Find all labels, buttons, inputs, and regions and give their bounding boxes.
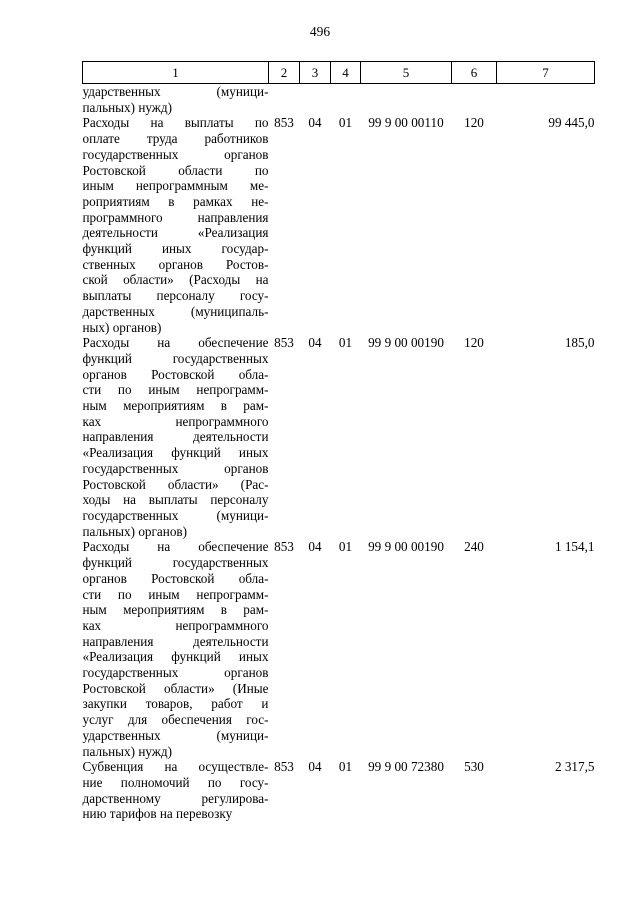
table-body xyxy=(83,115,595,822)
description-line: ударственных (муници- xyxy=(82,84,269,99)
cell-section: 04 xyxy=(308,539,322,555)
cell-grbs: 853 xyxy=(274,115,294,131)
description-line: Расходы на выплаты по xyxy=(82,115,269,131)
cell-section: 04 xyxy=(308,115,322,131)
cell-subsection: 01 xyxy=(338,539,353,555)
description-line: закупки товаров, работ и xyxy=(82,696,269,712)
description-line: сти по иным непрограмм- xyxy=(82,382,269,398)
description-line: Субвенция на осуществле- xyxy=(82,759,269,775)
cell-expense-type: 530 xyxy=(464,759,484,775)
table-row xyxy=(83,759,595,822)
description-line: выплаты персоналу госу- xyxy=(82,288,269,304)
table-header-row xyxy=(83,62,595,84)
cell-target-article: 99 9 00 00190 xyxy=(368,335,444,351)
description-line: «Реализация функций иных xyxy=(82,649,269,665)
description-line: государственных органов xyxy=(82,146,269,162)
description-line: сти по иным непрограмм- xyxy=(82,586,269,602)
description-line: оплате труда работников xyxy=(82,131,269,147)
description-line: ках непрограммного xyxy=(82,413,269,429)
cell-target-article: 99 9 00 00190 xyxy=(368,539,444,555)
description-line: государственных органов xyxy=(82,665,269,681)
column-header-3: 3 xyxy=(300,62,331,84)
description-line: «Реализация функций иных xyxy=(82,445,269,461)
column-header-4: 4 xyxy=(331,62,361,84)
description-line: органов Ростовской обла- xyxy=(82,366,269,382)
cell-section: 04 xyxy=(308,335,322,351)
description-line: Ростовской области» (Иные xyxy=(82,680,269,696)
row-description xyxy=(83,539,269,759)
column-header-6: 6 xyxy=(452,62,497,84)
description-line: ние полномочий по госу- xyxy=(82,774,269,790)
description-line: ках непрограммного xyxy=(82,617,269,633)
description-line: государственных (муници- xyxy=(82,507,269,523)
cell-subsection: 01 xyxy=(338,335,353,351)
description-line: ударственных (муници- xyxy=(82,727,269,743)
description-line: Ростовской области» (Рас- xyxy=(82,476,269,492)
description-line: пальных) нужд) xyxy=(82,743,173,759)
continuation-description xyxy=(83,84,269,116)
cell-amount: 185,0 xyxy=(564,335,595,351)
description-line: ходы на выплаты персоналу xyxy=(82,492,269,508)
description-line: дарственных (муниципаль- xyxy=(82,303,269,319)
cell-target-article: 99 9 00 00110 xyxy=(368,115,444,131)
cell-section: 04 xyxy=(308,759,322,775)
description-line: деятельности «Реализация xyxy=(82,225,269,241)
description-line: иным непрограммным ме- xyxy=(82,178,269,194)
description-line: пальных) органов) xyxy=(82,523,188,539)
table-row xyxy=(83,115,595,335)
description-line: Ростовской области по xyxy=(82,162,269,178)
description-line: нию тарифов на перевозку xyxy=(82,806,233,822)
description-line: функций иных государ- xyxy=(82,241,269,257)
description-line: функций государственных xyxy=(82,555,269,571)
description-line: услуг для обеспечения гос- xyxy=(82,712,269,728)
continuation-row xyxy=(83,84,595,116)
cell-amount: 1 154,1 xyxy=(554,539,595,555)
cell-grbs: 853 xyxy=(274,539,294,555)
cell-expense-type: 240 xyxy=(464,539,484,555)
description-line: ным мероприятиям в рам- xyxy=(82,398,269,414)
column-header-7: 7 xyxy=(497,62,595,84)
budget-table xyxy=(82,61,595,822)
table-row xyxy=(83,335,595,539)
description-line: ным мероприятиям в рам- xyxy=(82,602,269,618)
description-line: дарственному регулирова- xyxy=(82,790,269,806)
description-line: ской области» (Расходы на xyxy=(82,272,269,288)
description-line: органов Ростовской обла- xyxy=(82,570,269,586)
description-line: роприятиям в рамках не- xyxy=(82,193,269,209)
cell-grbs: 853 xyxy=(274,335,294,351)
row-description xyxy=(83,115,269,335)
description-line: функций государственных xyxy=(82,350,269,366)
description-line: программного направления xyxy=(82,209,269,225)
page-number: 496 xyxy=(309,24,331,39)
description-line: государственных органов xyxy=(82,460,269,476)
description-line: Расходы на обеспечение xyxy=(82,335,269,351)
cell-target-article: 99 9 00 72380 xyxy=(368,759,444,775)
description-line: пальных) нужд) xyxy=(82,99,173,115)
column-header-1: 1 xyxy=(83,62,269,84)
row-description xyxy=(83,335,269,539)
cell-subsection: 01 xyxy=(338,115,353,131)
description-line: ных) органов) xyxy=(82,319,162,335)
table-row xyxy=(83,539,595,759)
description-line: ственных органов Ростов- xyxy=(82,256,269,272)
column-header-5: 5 xyxy=(361,62,452,84)
description-line: направления деятельности xyxy=(82,429,269,445)
cell-expense-type: 120 xyxy=(464,115,484,131)
cell-amount: 99 445,0 xyxy=(548,115,595,131)
description-line: Расходы на обеспечение xyxy=(82,539,269,555)
cell-expense-type: 120 xyxy=(464,335,484,351)
row-description xyxy=(83,759,269,822)
cell-grbs: 853 xyxy=(274,759,294,775)
column-header-2: 2 xyxy=(269,62,300,84)
cell-subsection: 01 xyxy=(338,759,353,775)
cell-amount: 2 317,5 xyxy=(554,759,595,775)
description-line: направления деятельности xyxy=(82,633,269,649)
